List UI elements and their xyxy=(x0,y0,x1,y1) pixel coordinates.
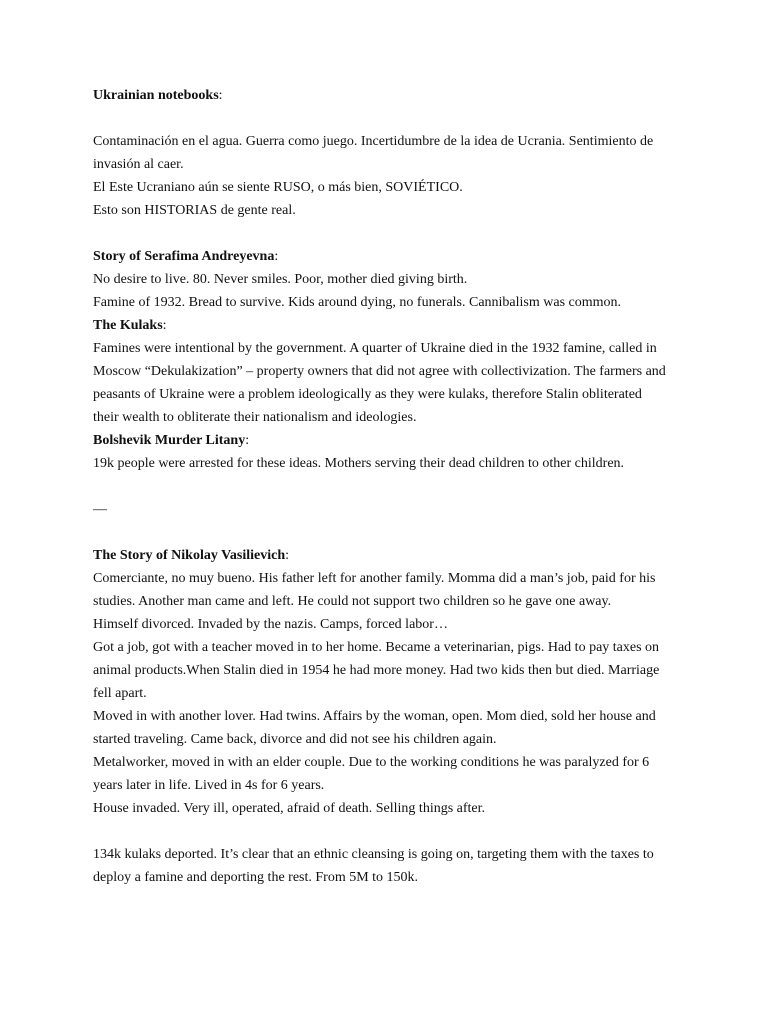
title-text: Ukrainian notebooks xyxy=(93,88,219,103)
text-line: animal products.When Stalin died in 1954 he had more money. Had two kids then but died. Marriage xyxy=(93,663,660,678)
closing-paragraph xyxy=(93,843,693,889)
section-heading-kulaks xyxy=(93,314,693,337)
text-line: fell apart. xyxy=(93,686,147,701)
spacer xyxy=(93,521,693,544)
spacer xyxy=(93,820,693,843)
text-line: Got a job, got with a teacher moved in to her home. Became a veterinarian, pigs. Had to pay taxes on xyxy=(93,640,660,655)
document-title xyxy=(93,84,693,107)
heading-text: Bolshevik Murder Litany xyxy=(93,433,246,448)
text-line: Moved in with another lover. Had twins. Affairs by the woman, open. Mom died, sold her house and xyxy=(93,709,656,724)
text-line: deploy a famine and deporting the rest. From 5M to 150k. xyxy=(93,870,419,885)
text-line: House invaded. Very ill, operated, afraid of death. Selling things after. xyxy=(93,801,486,816)
text-line: Esto son HISTORIAS de gente real. xyxy=(93,203,296,218)
heading-colon: : xyxy=(245,433,250,448)
text-line: No desire to live. 80. Never smiles. Poor, mother died giving birth. xyxy=(93,272,468,287)
section-heading-nikolay xyxy=(93,544,693,567)
text-line: Himself divorced. Invaded by the nazis. Camps, forced labor… xyxy=(93,617,448,632)
text-line: Comerciante, no muy bueno. His father left for another family. Momma did a man’s job, paid for his xyxy=(93,571,656,586)
text-line: Moscow “Dekulakization” – property owners that did not agree with collectivization. The farmers and xyxy=(93,364,666,379)
heading-colon: : xyxy=(274,249,279,264)
spacer xyxy=(93,475,693,498)
text-line: invasión al caer. xyxy=(93,157,184,172)
title-colon: : xyxy=(218,88,223,103)
heading-colon: : xyxy=(162,318,167,333)
spacer xyxy=(93,222,693,245)
section-separator: — xyxy=(93,502,107,517)
section-heading-bolshevik xyxy=(93,429,693,452)
heading-text: The Kulaks xyxy=(93,318,163,333)
text-line: years later in life. Lived in 4s for 6 years. xyxy=(93,778,325,793)
text-line: Metalworker, moved in with an elder couple. Due to the working conditions he was paralyzed for 6 xyxy=(93,755,650,770)
text-line: studies. Another man came and left. He could not support two children so he gave one away. xyxy=(93,594,612,609)
document-page xyxy=(93,84,693,889)
text-line: Contaminación en el agua. Guerra como juego. Incertidumbre de la idea de Ucrania. Sentimiento de xyxy=(93,134,654,149)
text-line: El Este Ucraniano aún se siente RUSO, o más bien, SOVIÉTICO. xyxy=(93,180,463,195)
intro-paragraph xyxy=(93,130,693,222)
text-line: 134k kulaks deported. It’s clear that an ethnic cleansing is going on, targeting them with the taxes to xyxy=(93,847,654,862)
text-line: Famine of 1932. Bread to survive. Kids around dying, no funerals. Cannibalism was common. xyxy=(93,295,622,310)
spacer xyxy=(93,107,693,130)
text-line: Famines were intentional by the government. A quarter of Ukraine died in the 1932 famine, called in xyxy=(93,341,657,356)
text-line: 19k people were arrested for these ideas. Mothers serving their dead children to other children. xyxy=(93,456,625,471)
text-line: their wealth to obliterate their nationalism and ideologies. xyxy=(93,410,417,425)
text-line: started traveling. Came back, divorce and did not see his children again. xyxy=(93,732,497,747)
heading-text: Story of Serafima Andreyevna xyxy=(93,249,275,264)
section-heading-serafima xyxy=(93,245,693,268)
heading-text: The Story of Nikolay Vasilievich xyxy=(93,548,286,563)
heading-colon: : xyxy=(285,548,290,563)
text-line: peasants of Ukraine were a problem ideologically as they were kulaks, therefore Stalin obliterated xyxy=(93,387,642,402)
